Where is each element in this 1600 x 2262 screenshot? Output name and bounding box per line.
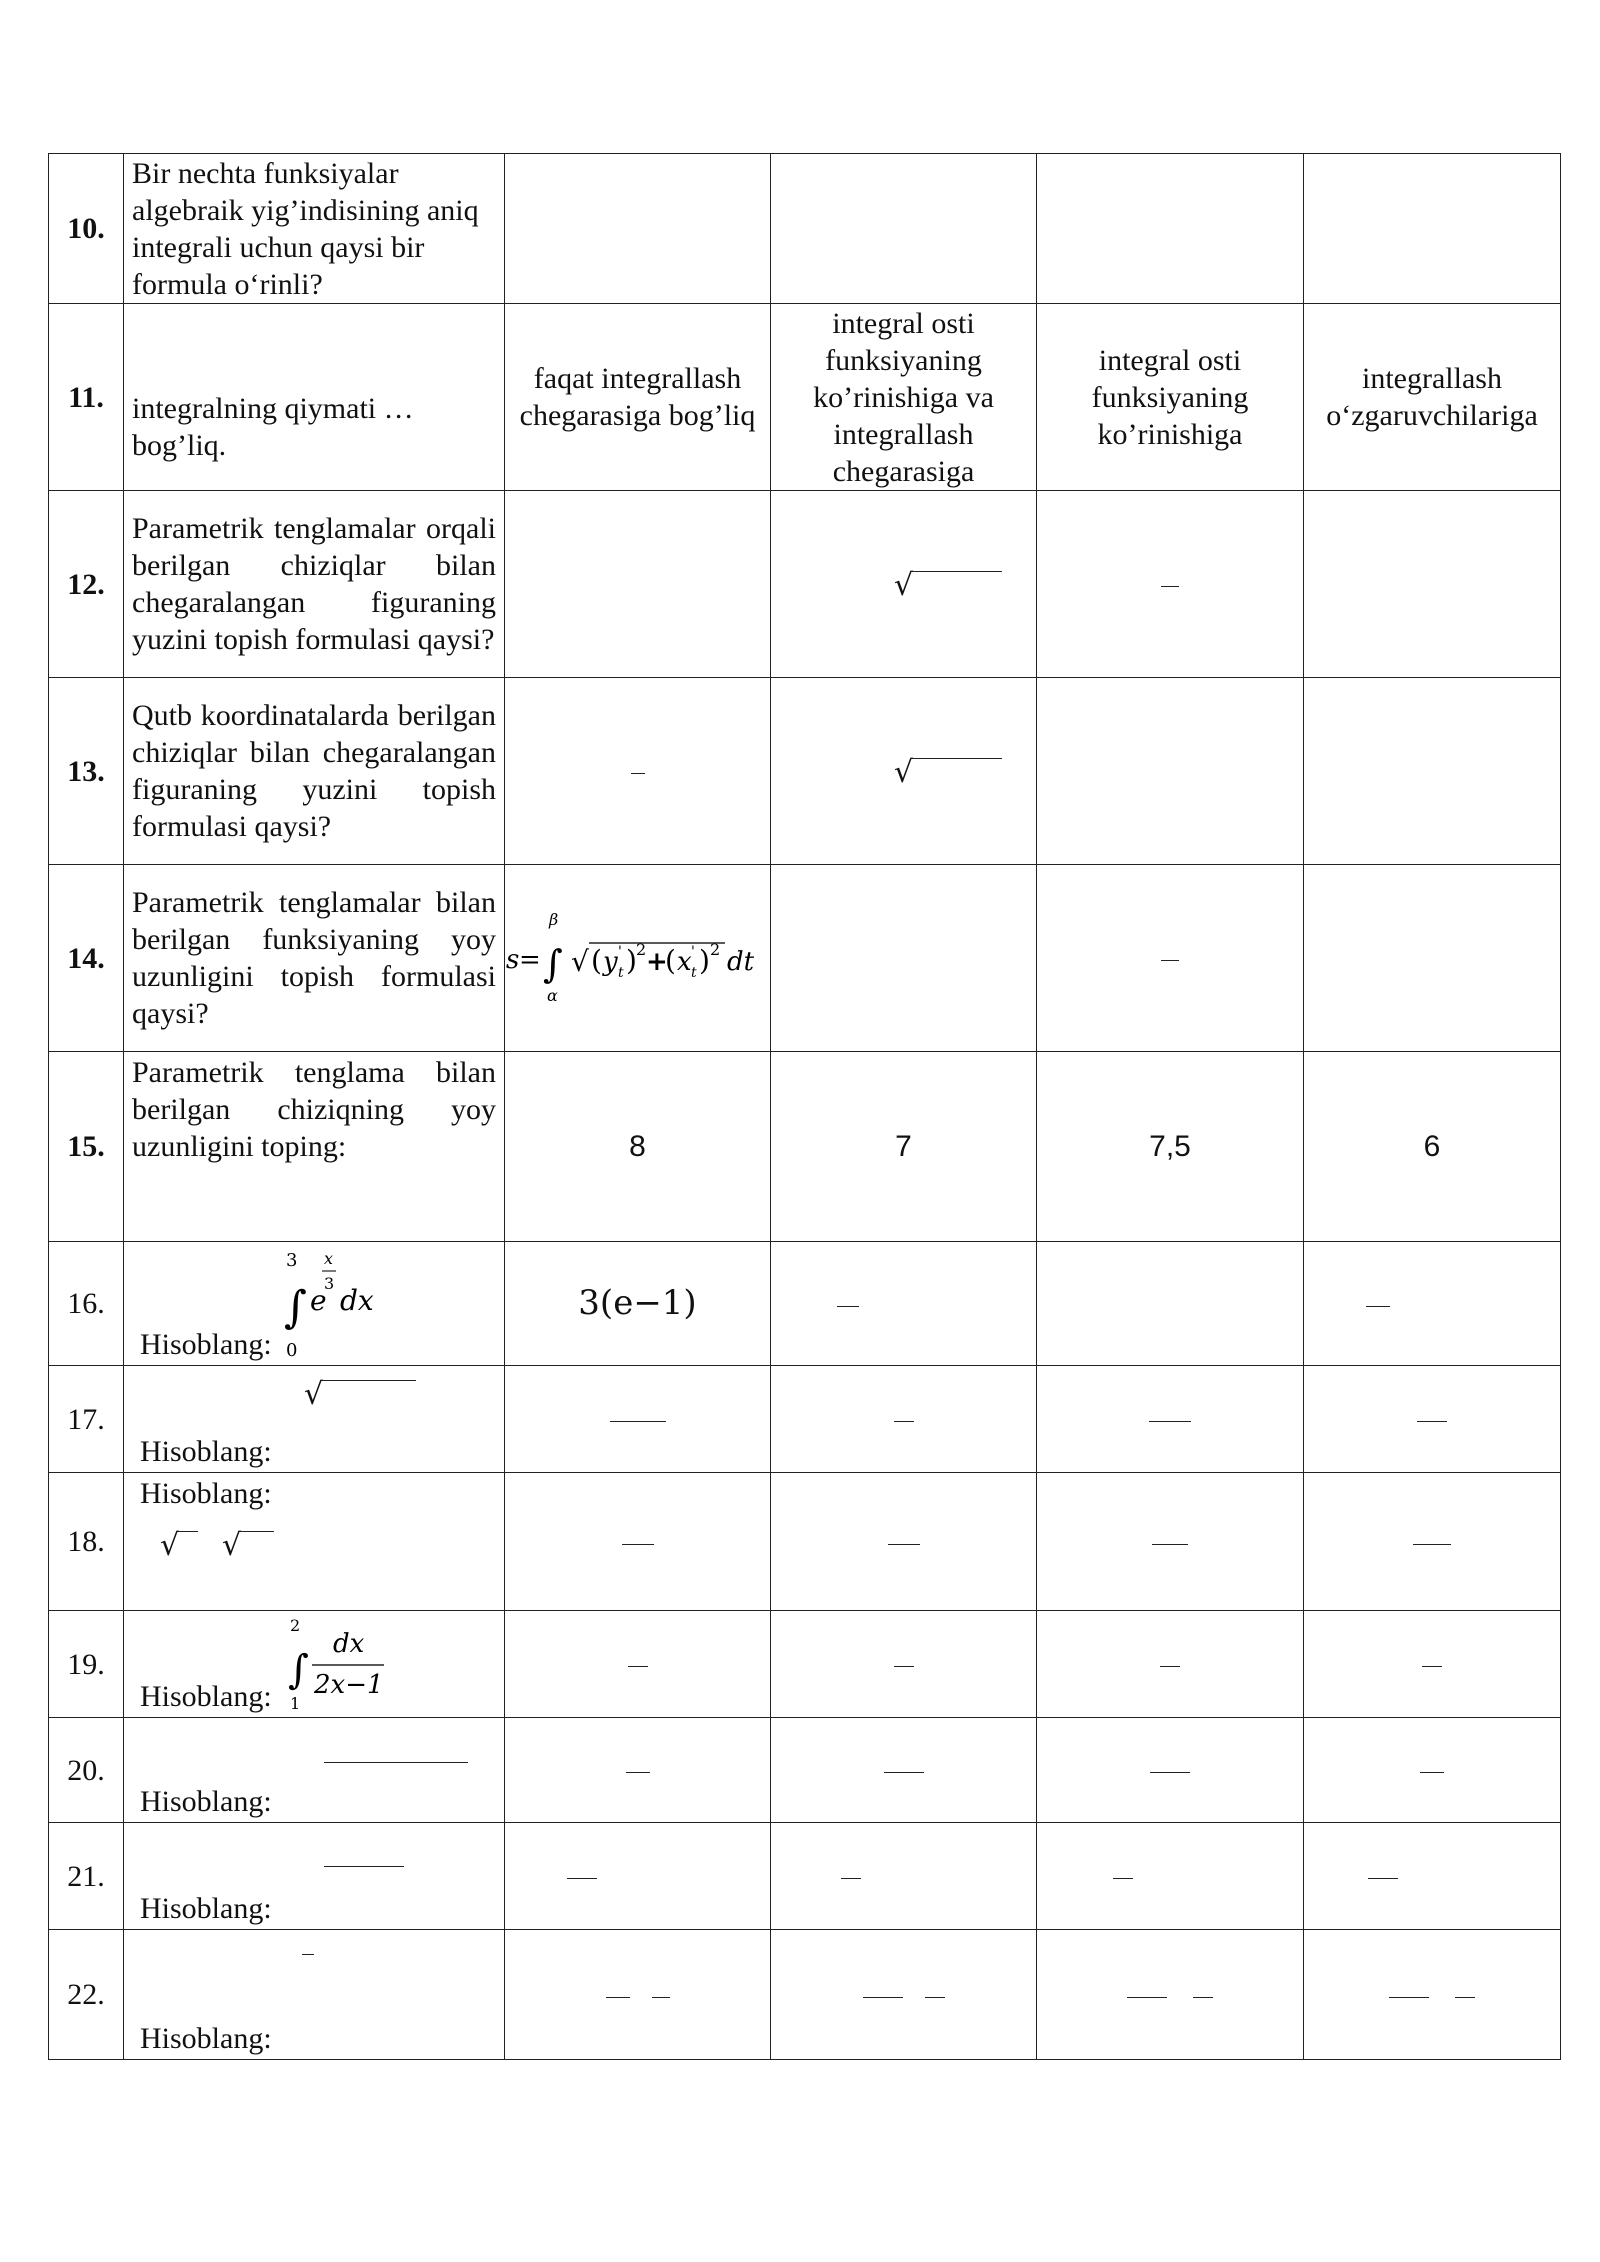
question-row-18 bbox=[49, 1473, 1561, 1611]
option-c bbox=[1037, 154, 1304, 304]
question-label: Hisoblang: bbox=[140, 1892, 272, 1925]
fraction-bar bbox=[1113, 1878, 1133, 1879]
fraction-bar bbox=[1366, 1306, 1390, 1307]
option-a bbox=[505, 491, 771, 678]
question-number: 10. bbox=[49, 154, 124, 304]
fraction-bar bbox=[1127, 1997, 1167, 1998]
question-number: 19. bbox=[49, 1611, 124, 1718]
sqrt-symbol: √ bbox=[160, 1527, 179, 1564]
question-label: Hisoblang: bbox=[140, 2022, 272, 2055]
question-row-19 bbox=[49, 1611, 1561, 1718]
svg-text:e: e bbox=[310, 1284, 327, 1317]
option-b: integral osti funksiyaning ko’rinishiga va integrallash chegarasiga bbox=[771, 304, 1037, 491]
question-label: Hisoblang: bbox=[140, 1785, 272, 1818]
question-number: 14. bbox=[49, 865, 124, 1052]
option-d bbox=[1304, 491, 1561, 678]
option-c bbox=[1037, 678, 1304, 865]
option-b bbox=[771, 865, 1037, 1052]
option-b bbox=[771, 678, 1037, 865]
option-b bbox=[771, 154, 1037, 304]
question-number: 13. bbox=[49, 678, 124, 865]
upper-limit: β bbox=[549, 909, 559, 929]
option-b bbox=[771, 1473, 1037, 1611]
question-row-11 bbox=[49, 304, 1561, 491]
fraction-bar bbox=[606, 1997, 630, 1998]
option-b bbox=[771, 1930, 1037, 2060]
option-a bbox=[505, 678, 771, 865]
question-text: Parametrik tenglamalar orqali berilgan chiziqlar bilan chegaralangan figuraning yuzini topish formulasi qaysi? bbox=[124, 491, 505, 678]
option-b bbox=[771, 491, 1037, 678]
question-number: 12. bbox=[49, 491, 124, 678]
sqrt-symbol: √ bbox=[304, 1376, 323, 1413]
svg-text:2: 2 bbox=[636, 939, 647, 959]
question-cell bbox=[124, 1242, 505, 1366]
fraction-bar bbox=[1420, 1772, 1444, 1773]
option-d: 6 bbox=[1304, 1052, 1561, 1242]
fraction-bar bbox=[894, 1666, 914, 1667]
question-number: 22. bbox=[49, 1930, 124, 2060]
option-d bbox=[1304, 1473, 1561, 1611]
fraction-bar bbox=[1150, 1772, 1190, 1773]
question-row-15 bbox=[49, 1052, 1561, 1242]
question-label: Hisoblang: bbox=[140, 1435, 272, 1468]
option-c bbox=[1037, 491, 1304, 678]
question-number: 17. bbox=[49, 1366, 124, 1473]
option-c bbox=[1037, 1366, 1304, 1473]
question-text: Parametrik tenglamalar bilan berilgan funksiyaning yoy uzunligini topish formulasi qaysi? bbox=[124, 865, 505, 1052]
option-c bbox=[1037, 865, 1304, 1052]
question-number: 21. bbox=[49, 1823, 124, 1930]
question-cell bbox=[124, 1611, 505, 1718]
fraction-bar bbox=[324, 1762, 468, 1763]
option-c bbox=[1037, 1473, 1304, 1611]
svg-text:': ' bbox=[618, 943, 622, 960]
question-number: 15. bbox=[49, 1052, 124, 1242]
option-c: integral osti funksiyaning ko’rinishiga bbox=[1037, 304, 1304, 491]
question-text: Qutb koordinatalarda berilgan chiziqlar bilan chegaralangan figuraning yuzini topish formulasi qaysi? bbox=[124, 678, 505, 865]
option-c bbox=[1037, 1823, 1304, 1930]
fraction-bar bbox=[1160, 1666, 1180, 1667]
svg-text:+: + bbox=[646, 946, 668, 977]
option-d bbox=[1304, 154, 1561, 304]
fraction-bar bbox=[622, 1544, 654, 1545]
option-b bbox=[771, 1611, 1037, 1718]
option-b bbox=[771, 1718, 1037, 1823]
integral-sign-icon: ∫ bbox=[288, 1647, 309, 1693]
question-cell bbox=[124, 1366, 505, 1473]
svg-text:): ) bbox=[699, 943, 710, 977]
formula-eq: = bbox=[519, 944, 541, 975]
svg-text:t: t bbox=[618, 964, 624, 981]
option-d bbox=[1304, 678, 1561, 865]
fraction-bar bbox=[1413, 1544, 1451, 1545]
fraction-bar bbox=[841, 1878, 861, 1879]
svg-text:1: 1 bbox=[290, 1694, 301, 1713]
question-number: 18. bbox=[49, 1473, 124, 1611]
fraction-bar bbox=[302, 1954, 314, 1955]
sqrt-symbol: √ bbox=[894, 754, 913, 791]
question-number: 11. bbox=[49, 304, 124, 491]
arc-length-formula bbox=[505, 899, 771, 1009]
option-d bbox=[1304, 1823, 1561, 1930]
question-row-13 bbox=[49, 678, 1561, 865]
question-label: Hisoblang: bbox=[140, 1328, 272, 1361]
fraction-bar bbox=[567, 1878, 597, 1879]
fraction-bar bbox=[1161, 960, 1179, 961]
svg-text:dx: dx bbox=[340, 1284, 374, 1317]
svg-text:dx: dx bbox=[333, 1629, 365, 1659]
question-cell bbox=[124, 1473, 505, 1611]
fraction-bar bbox=[884, 1772, 924, 1773]
fraction-bar bbox=[894, 1421, 914, 1422]
fraction-bar bbox=[652, 1997, 670, 1998]
svg-text:': ' bbox=[691, 943, 695, 960]
fraction-bar bbox=[863, 1997, 903, 1998]
option-a: 8 bbox=[505, 1052, 771, 1242]
option-c bbox=[1037, 1611, 1304, 1718]
fraction-bar bbox=[837, 1306, 859, 1307]
fraction-bar bbox=[1368, 1878, 1398, 1879]
svg-text:3: 3 bbox=[286, 1250, 298, 1271]
option-a: 3(e−1) bbox=[505, 1242, 771, 1366]
integral-formula bbox=[284, 1244, 404, 1362]
option-a: faqat integrallash chegarasiga bog’liq bbox=[505, 304, 771, 491]
test-table bbox=[48, 153, 1561, 2060]
question-cell bbox=[124, 1823, 505, 1930]
svg-text:t: t bbox=[691, 964, 697, 981]
question-row-12 bbox=[49, 491, 1561, 678]
fraction-bar bbox=[1161, 586, 1179, 587]
question-label: Hisoblang: bbox=[140, 1680, 272, 1713]
svg-text:(: ( bbox=[665, 943, 676, 977]
integral-sign-icon: ∫ bbox=[284, 1282, 307, 1333]
question-row-10 bbox=[49, 154, 1561, 304]
fraction-bar bbox=[1152, 1544, 1188, 1545]
fraction-bar bbox=[888, 1544, 920, 1545]
option-c bbox=[1037, 1718, 1304, 1823]
option-b bbox=[771, 1242, 1037, 1366]
formula-s: s bbox=[506, 944, 520, 975]
svg-text:3: 3 bbox=[324, 1274, 335, 1293]
option-b: 7 bbox=[771, 1052, 1037, 1242]
option-d bbox=[1304, 1366, 1561, 1473]
question-row-17 bbox=[49, 1366, 1561, 1473]
option-c bbox=[1037, 1930, 1304, 2060]
option-a bbox=[505, 1930, 771, 2060]
fraction-bar bbox=[628, 1666, 648, 1667]
sqrt-symbol: √ bbox=[222, 1527, 241, 1564]
option-a bbox=[505, 1718, 771, 1823]
fraction-bar bbox=[925, 1997, 945, 1998]
svg-text:0: 0 bbox=[286, 1340, 298, 1361]
option-b bbox=[771, 1366, 1037, 1473]
question-row-21 bbox=[49, 1823, 1561, 1930]
option-c bbox=[1037, 1242, 1304, 1366]
svg-text:2: 2 bbox=[290, 1616, 301, 1635]
fraction-bar bbox=[1149, 1421, 1191, 1422]
option-c: 7,5 bbox=[1037, 1052, 1304, 1242]
fraction-bar bbox=[631, 773, 645, 774]
svg-text:2: 2 bbox=[710, 939, 721, 959]
formula-dt: dt bbox=[727, 946, 755, 977]
fraction-bar bbox=[1193, 1997, 1213, 1998]
option-a bbox=[505, 1473, 771, 1611]
fraction-bar bbox=[1455, 1997, 1475, 1998]
question-cell bbox=[124, 1930, 505, 2060]
question-label: Hisoblang: bbox=[140, 1477, 272, 1510]
question-cell bbox=[124, 1718, 505, 1823]
fraction-bar bbox=[610, 1421, 666, 1422]
option-d bbox=[1304, 1930, 1561, 2060]
option-a bbox=[505, 865, 771, 1052]
fraction-bar bbox=[1417, 1421, 1447, 1422]
fraction-bar bbox=[626, 1772, 650, 1773]
question-row-14 bbox=[49, 865, 1561, 1052]
option-a bbox=[505, 154, 771, 304]
sqrt-symbol: √ bbox=[894, 567, 913, 604]
fraction-bar bbox=[1389, 1997, 1429, 1998]
question-number: 20. bbox=[49, 1718, 124, 1823]
svg-text:x: x bbox=[324, 1249, 334, 1268]
svg-text:): ) bbox=[626, 943, 637, 977]
option-d bbox=[1304, 865, 1561, 1052]
fraction-bar bbox=[324, 1866, 404, 1867]
option-d bbox=[1304, 1611, 1561, 1718]
formula-y: y bbox=[603, 946, 618, 977]
option-a bbox=[505, 1611, 771, 1718]
question-text: Parametrik tenglama bilan berilgan chiziqning yoy uzunligini toping: bbox=[124, 1052, 505, 1242]
question-number: 16. bbox=[49, 1242, 124, 1366]
option-a bbox=[505, 1366, 771, 1473]
question-row-16 bbox=[49, 1242, 1561, 1366]
question-row-20 bbox=[49, 1718, 1561, 1823]
svg-text:2x−1: 2x−1 bbox=[314, 1670, 384, 1700]
question-text: integralning qiymati … bog’liq. bbox=[124, 304, 505, 491]
option-d: integrallash o‘zgaruvchilariga bbox=[1304, 304, 1561, 491]
integral-formula bbox=[288, 1613, 408, 1713]
fraction-bar bbox=[1422, 1666, 1442, 1667]
formula-x: x bbox=[677, 946, 692, 977]
question-row-22 bbox=[49, 1930, 1561, 2060]
svg-text:(: ( bbox=[591, 943, 602, 977]
option-a bbox=[505, 1823, 771, 1930]
integral-sign-icon: ∫ bbox=[543, 941, 563, 986]
question-text: Bir nechta funksiyalar algebraik yig’indisining aniq integrali uchun qaysi bir formula o‘rinli? bbox=[124, 154, 505, 304]
option-d bbox=[1304, 1242, 1561, 1366]
lower-limit: α bbox=[547, 985, 558, 1005]
option-d bbox=[1304, 1718, 1561, 1823]
option-b bbox=[771, 1823, 1037, 1930]
sqrt-icon: √ bbox=[571, 944, 589, 978]
